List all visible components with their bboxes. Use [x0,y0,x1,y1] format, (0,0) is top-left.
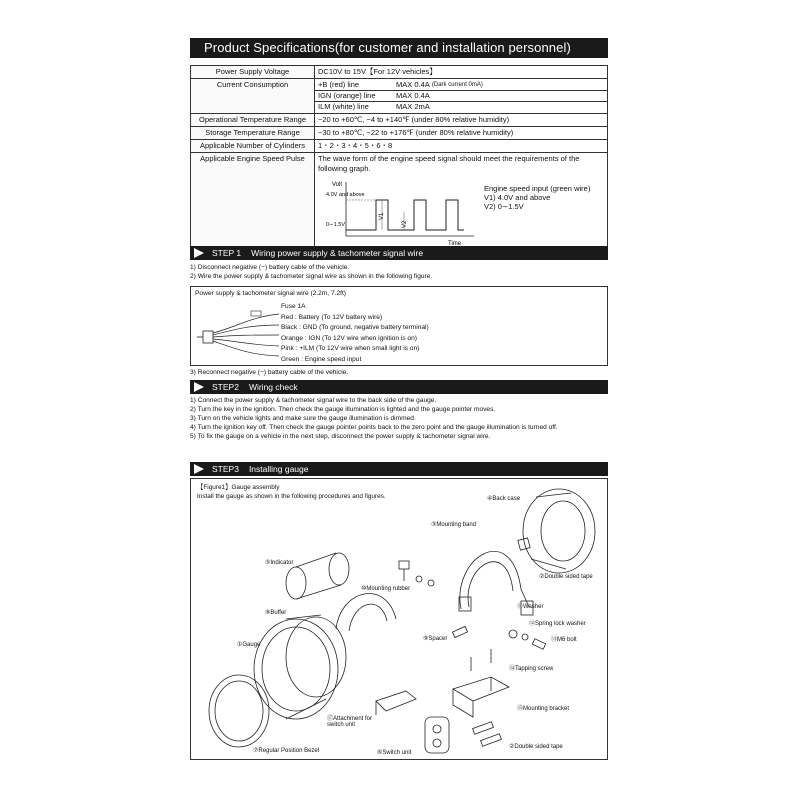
spec-title: Product Specifications(for customer and installation personnel) [190,38,608,58]
callout-double-sided-tape-2: ②Double sided tape [509,744,563,750]
pulse-text: The wave form of the engine speed signal should meet the requirements of the following graph. [318,154,580,173]
step2-header: STEP2 Wiring check [190,380,608,394]
wire-item: Orange : IGN (To 12V wire when ignition is on) [281,334,417,342]
step1-instructions: 1) Disconnect negative (−) battery cable of the vehicle. 2) Wire the power supply & tachometer signal wire as shown in the following figure. [190,264,433,280]
callout-indicator: ⑤Indicator [265,560,294,566]
power-supply-label: Power Supply Voltage [191,66,315,79]
waveform-svg [324,178,484,246]
callout-switch-unit: ⑥Switch unit [377,750,412,756]
wire-list [281,302,429,365]
spec-table [190,65,608,250]
wire-item: Red : Battery (To 12V battery wire) [281,313,383,321]
wire-item: Pink : +ILM (To 12V wire when small light is on) [281,345,420,352]
power-supply-value: DC10V to 15V【For 12V vehicles】 [315,66,608,79]
callout-spacer: ⑨Spacer [423,636,448,642]
callout-tapping-screw: ⑭Tapping screw [509,666,554,672]
waveform-graph [318,174,604,248]
graph-v1: V1 [379,212,385,220]
storage-temp-value: −30 to +80℃, −22 to +176℉ (under 80% relative humidity) [315,127,608,140]
callout-gauge: ①Gauge [237,642,261,648]
callout-mounting-band: ③Mounting band [431,522,477,528]
callout-mounting-rubber: ⑩Mounting rubber [361,586,411,592]
step1-header: STEP 1 Wiring power supply & tachometer signal wire [190,246,608,260]
op-temp-label: Operational Temperature Range [191,114,315,127]
cylinders-value: 1・2・3・4・5・6・8 [315,140,608,153]
figure-header: 【Figure1】Gauge assembly Install the gauge as shown in the following procedures and figures. [197,484,386,500]
callout-buffer: ⑧Buffer [265,610,287,616]
current-row: IGN (orange) line MAX 0.4A [315,90,607,101]
current-row: +B (red) line MAX 0.4A (Dark current 0mA) [318,80,483,89]
wiring-diagram [190,286,608,366]
current-values [315,79,608,114]
graph-level-low: 0∼1.5V [326,222,345,228]
graph-y-label: Volt [332,182,343,188]
current-row: ILM (white) line MAX 2mA [315,101,607,112]
gauge-assembly-figure [190,478,608,760]
graph-level-high: 4.0V and above [326,192,365,198]
callout-regular-bezel: ⑦Regular Position Bezel [253,748,320,754]
callout-back-case: ④Back case [487,496,521,502]
graph-legend: Engine speed input (green wire) V1) 4.0V and above V2) 0∼1.5V [484,184,591,211]
callout-mounting-bracket: ⑮Mounting bracket [517,706,570,712]
cylinders-label: Applicable Number of Cylinders [191,140,315,153]
callout-washer: ⑪Washer [517,604,544,610]
step2-instructions: 1) Connect the power supply & tachometer signal wire to the back side of the gauge. 2) Turn the key in the ignition. Then check the gauge illumination is lighted and the gauge pointer moves. 3) Turn on the vehicle lights and make sure the gauge illumination is dimmed. 4) Turn the ignition key off. Then check the gauge pointer points back to the zero point and the gauge illumination is turned off. 5) To fix the gauge on a vehicle in the next step, disconnect the power supply & tachometer signal wire. [190,397,558,440]
graph-x-label: Time [448,241,462,246]
callout-attachment: ⑰Attachment for switch unit [327,716,373,728]
fuse-label: Fuse 1A [281,303,306,310]
current-label: Current Consumption [191,79,315,114]
step1-after: 3) Reconnect negative (−) battery cable of the vehicle. [190,369,349,376]
wire-item: Black : GND (To ground, negative battery terminal) [281,324,429,331]
pulse-cell [315,153,608,250]
graph-v2: V2 [402,220,408,228]
op-temp-value: −20 to +60℃, −4 to +140℉ (under 80% relative humidity) [315,114,608,127]
step3-header: STEP3 Installing gauge [190,462,608,476]
pulse-label: Applicable Engine Speed Pulse [191,153,315,250]
storage-temp-label: Storage Temperature Range [191,127,315,140]
wire-item: Green : Engine speed input [281,355,362,363]
callout-spring-lock-washer: ⑫Spring lock washer [529,621,586,627]
callout-double-sided-tape: ②Double sided tape [539,574,593,580]
callout-m6-bolt: ⑬M6 bolt [551,637,577,643]
wire-box-head: Power supply & tachometer signal wire (2.2m, 7.2ft) [195,290,346,297]
